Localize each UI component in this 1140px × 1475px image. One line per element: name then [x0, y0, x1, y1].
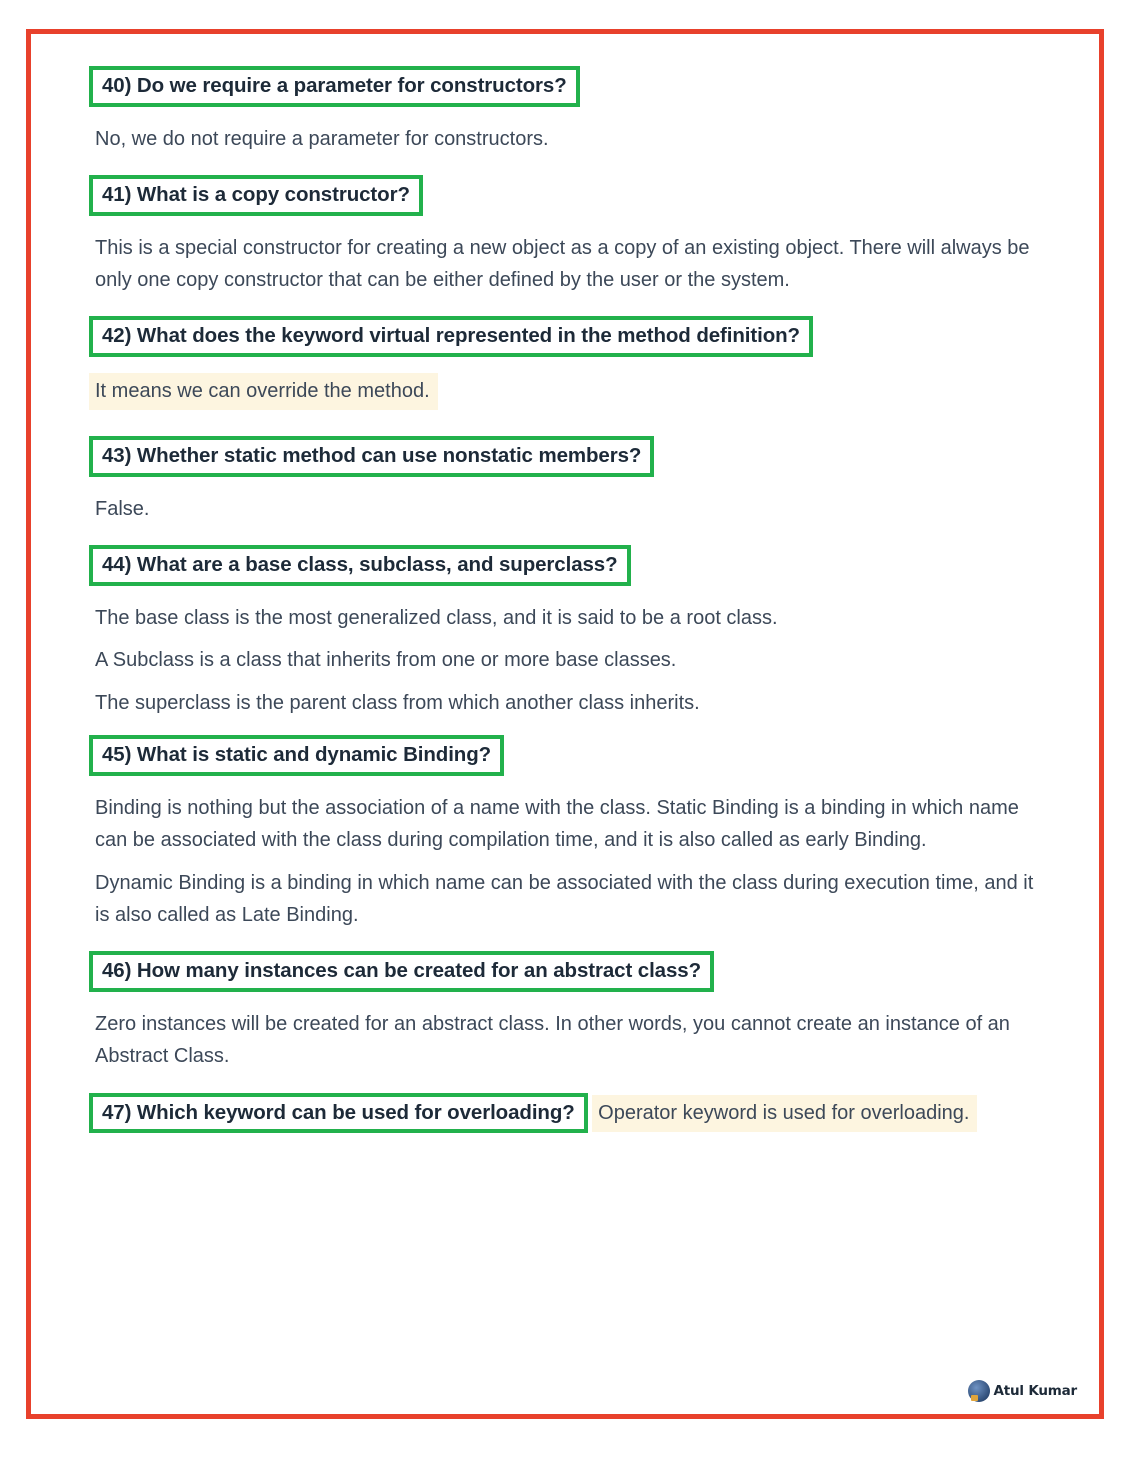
- answer-text-42-1: It means we can override the method.: [89, 373, 438, 410]
- answer-text-44-3: The superclass is the parent class from which another class inherits.: [95, 691, 700, 714]
- qa-block-44: [89, 535, 1047, 719]
- question-heading-47: 47) Which keyword can be used for overloading?: [89, 1093, 588, 1134]
- question-heading-42: 42) What does the keyword virtual represented in the method definition?: [89, 316, 813, 357]
- user-avatar-icon: [968, 1380, 990, 1402]
- question-heading-43: 43) Whether static method can use nonstatic members?: [89, 436, 654, 477]
- answer-text-45-1: Binding is nothing but the association of a name with the class. Static Binding is a binding in which name can be associated with the class during compilation time, and it is also called as early Binding.: [95, 796, 1019, 852]
- qa-block-47: [89, 1083, 1047, 1142]
- question-heading-46: 46) How many instances can be created for an abstract class?: [89, 951, 714, 992]
- answer-text-47-1: Operator keyword is used for overloading.: [592, 1095, 977, 1132]
- question-heading-45: 45) What is static and dynamic Binding?: [89, 735, 504, 776]
- author-signature: [968, 1380, 1077, 1402]
- answer-text-45-2: Dynamic Binding is a binding in which name can be associated with the class during execution time, and it is also called as Late Binding.: [95, 871, 1034, 927]
- qa-block-43: [89, 426, 1047, 525]
- answer-text-44-2: A Subclass is a class that inherits from one or more base classes.: [95, 649, 677, 672]
- answer-text-43-1: False.: [95, 498, 150, 521]
- question-heading-40: 40) Do we require a parameter for constructors?: [89, 66, 580, 107]
- qa-block-45: [89, 725, 1047, 931]
- answer-text-40-1: No, we do not require a parameter for constructors.: [95, 127, 549, 150]
- question-heading-41: 41) What is a copy constructor?: [89, 175, 423, 216]
- document-page: [26, 29, 1104, 1419]
- author-name: Atul Kumar: [993, 1383, 1077, 1399]
- qa-block-40: [89, 56, 1047, 155]
- answer-text-44-1: The base class is the most generalized class, and it is said to be a root class.: [95, 607, 778, 630]
- qa-block-42: [89, 306, 1047, 420]
- qa-block-41: [89, 165, 1047, 296]
- document-content: [31, 34, 1099, 1158]
- answer-text-41-1: This is a special constructor for creating a new object as a copy of an existing object. There will always be only one copy constructor that can be either defined by the user or the system.: [95, 236, 1030, 292]
- answer-text-46-1: Zero instances will be created for an abstract class. In other words, you cannot create an instance of an Abstract Class.: [95, 1013, 1010, 1068]
- question-heading-44: 44) What are a base class, subclass, and superclass?: [89, 545, 631, 586]
- qa-block-46: [89, 941, 1047, 1072]
